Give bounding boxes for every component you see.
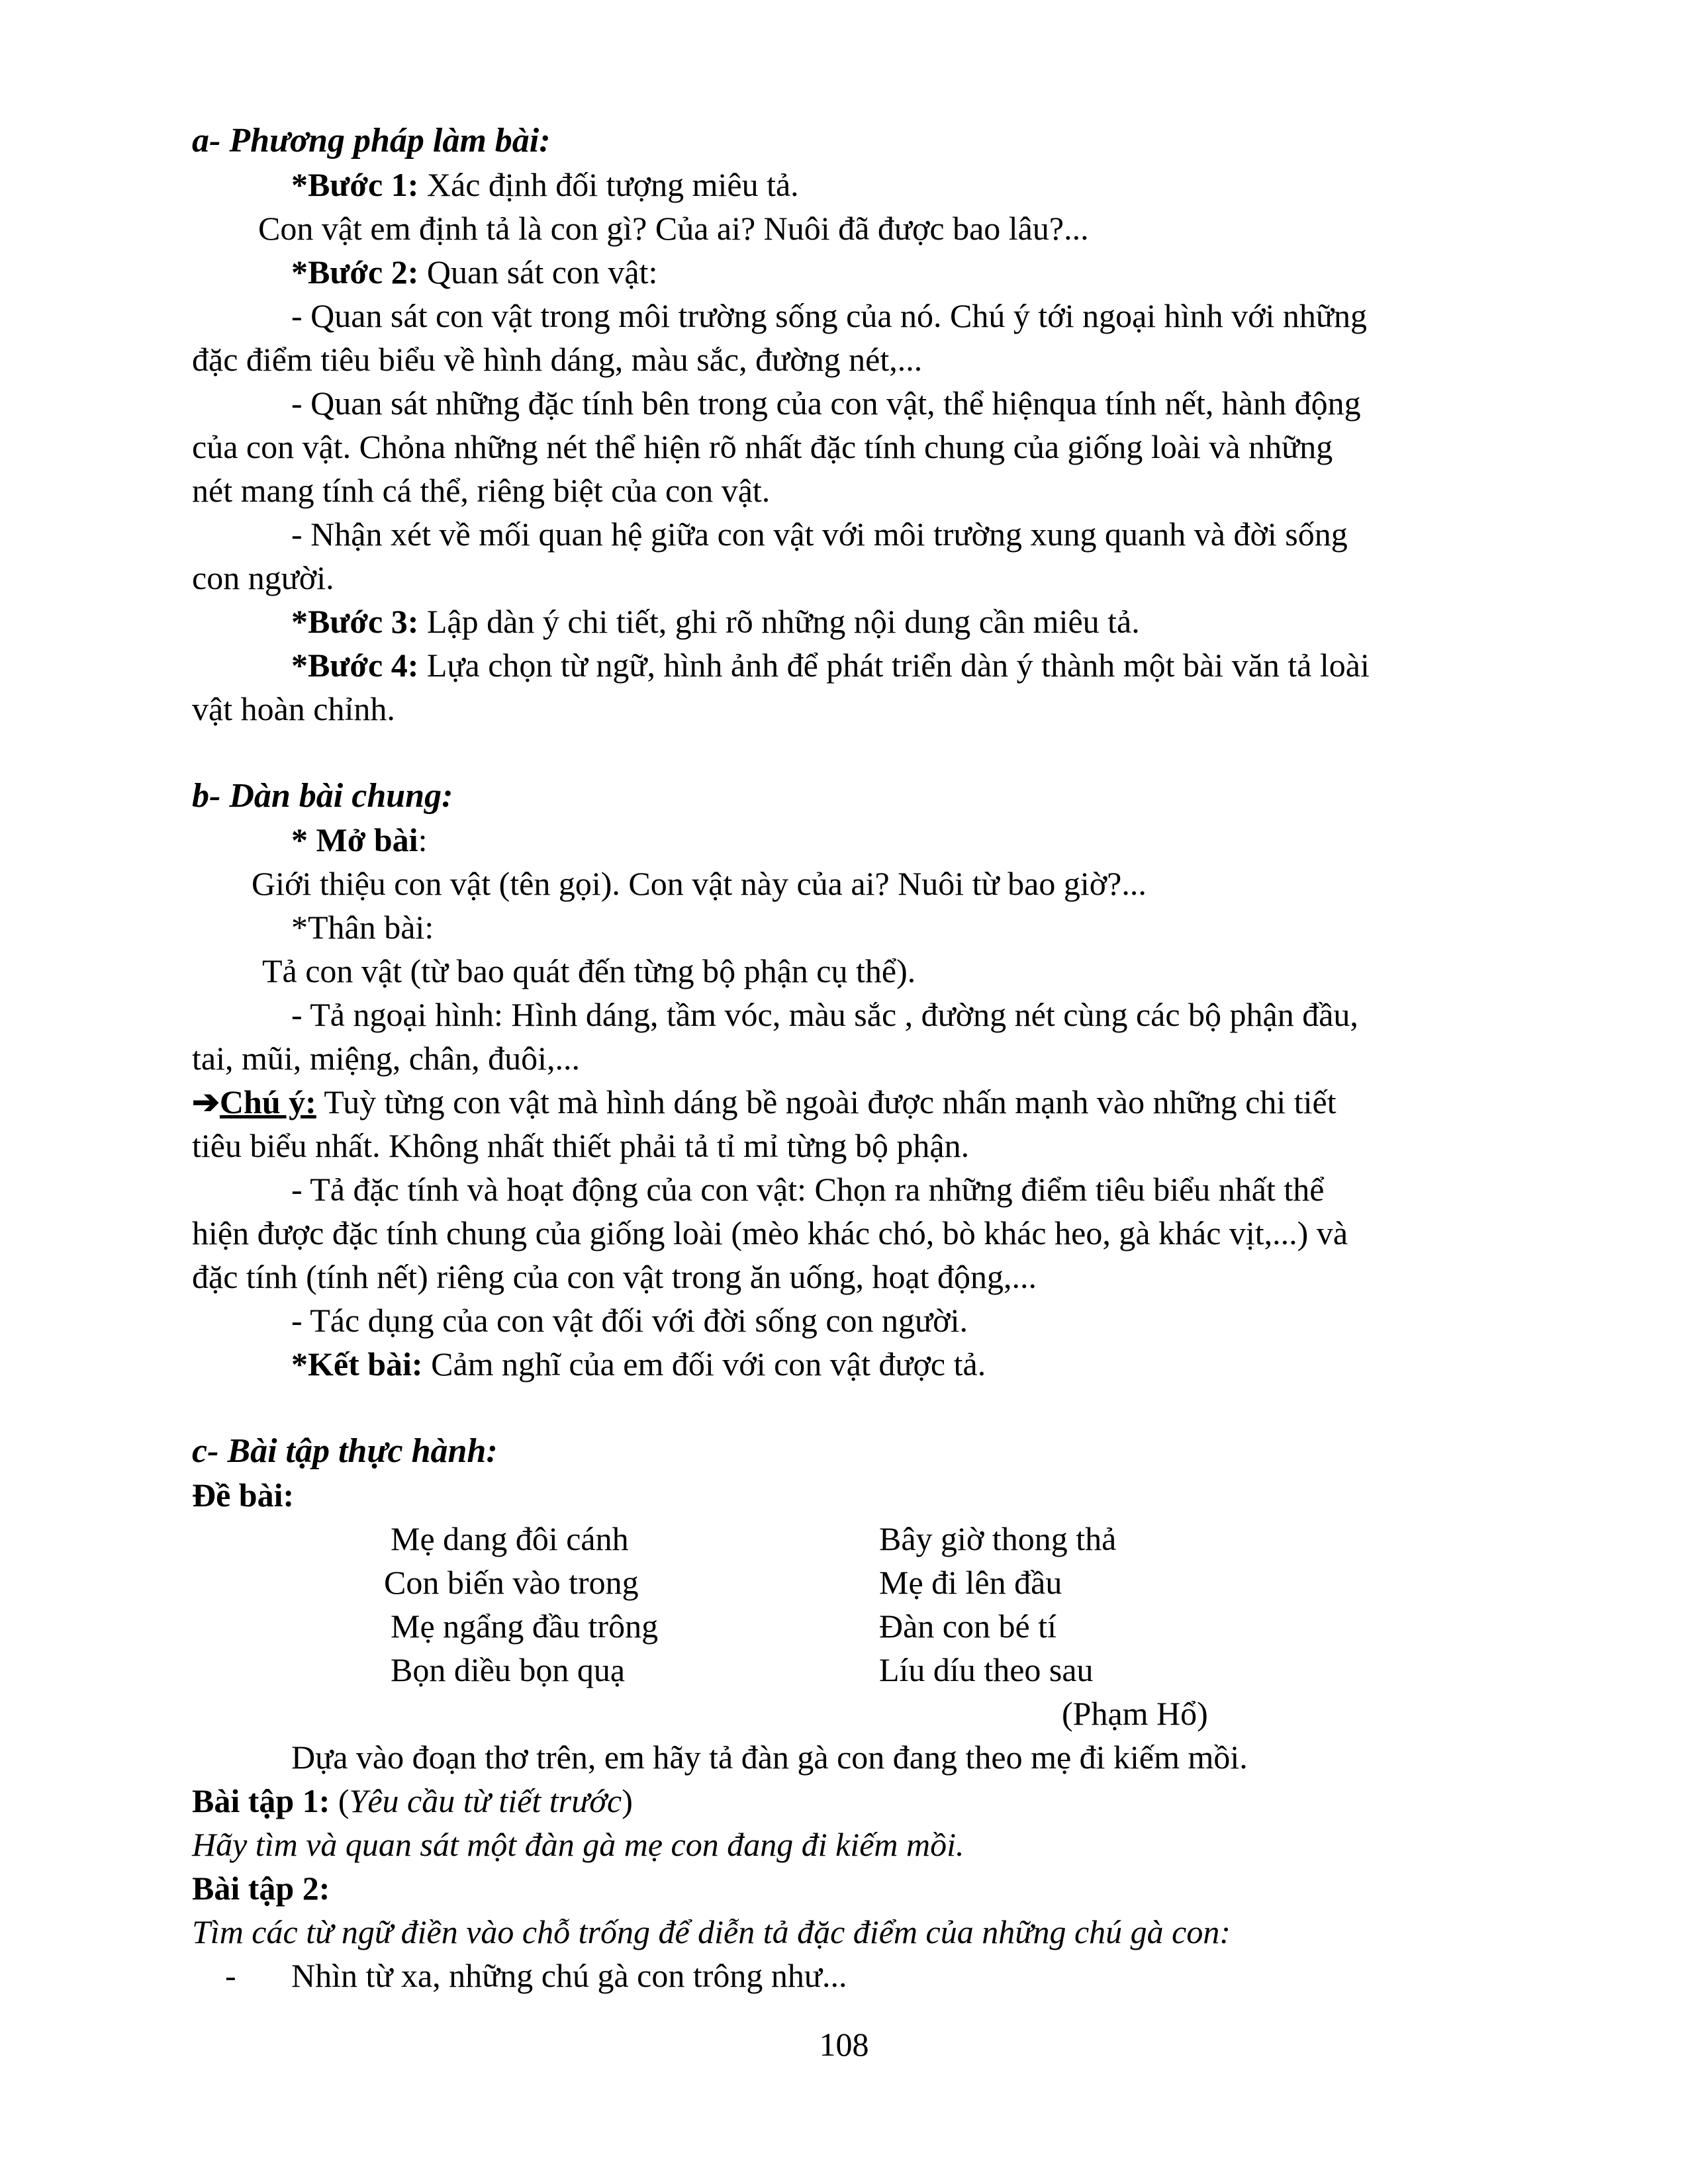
than-bai-text: Tả con vật (từ bao quát đến từng bộ phận cụ thể). [262,952,916,989]
poem-left-line1: Mẹ dang đôi cánh [391,1520,629,1557]
bai-tap-1-text: Hãy tìm và quan sát một đàn gà mẹ con đang đi kiếm mồi. [192,1826,964,1863]
step2-para1-line1: - Quan sát con vật trong môi trường sống của nó. Chú ý tới ngoại hình với những [291,297,1367,334]
step2-para1-line2: đặc điểm tiêu biểu về hình dáng, màu sắc, đường nét,... [192,341,923,378]
exercise-prompt: Dựa vào đoạn thơ trên, em hãy tả đàn gà con đang theo mẹ đi kiếm mồi. [291,1739,1248,1776]
bai-tap-1-label: Bài tập 1: [192,1782,330,1819]
page-number: 108 [819,2026,869,2063]
bai-tap-2-text: Tìm các từ ngữ điền vào chỗ trống để diễn tả đặc điểm của những chú gà con: [192,1913,1231,1950]
ket-bai-label: *Kết bài: [291,1345,423,1383]
poem-right-line1: Bây giờ thong thả [879,1520,1117,1557]
dac-tinh-line2: hiện được đặc tính chung của giống loài (mèo khác chó, bò khác heo, gà khác vịt,...) và [192,1214,1348,1251]
step4-line [291,643,1370,687]
step2-text: Quan sát con vật: [418,253,658,291]
bai-tap-2-item: Nhìn từ xa, những chú gà con trông như... [291,1957,847,1994]
bai-tap-1-note: Yêu cầu từ tiết trước [349,1782,622,1819]
ket-bai-line [291,1342,986,1386]
section-c-heading: c- Bài tập thực hành: [192,1432,498,1470]
dac-tinh-line1: - Tả đặc tính và hoạt động của con vật: Chọn ra những điểm tiêu biểu nhất thể [291,1171,1325,1208]
step2-para2-line3: nét mang tính cá thể, riêng biệt của con vật. [192,472,771,509]
bai-tap-1-paren-close: ) [622,1782,633,1819]
tac-dung-line: - Tác dụng của con vật đối với đời sống con người. [291,1302,968,1339]
poem-left-line4: Bọn diều bọn quạ [391,1651,626,1688]
poem-author: (Phạm Hổ) [1062,1695,1208,1732]
step1-label: *Bước 1: [291,166,419,203]
chu-y-text: Tuỳ từng con vật mà hình dáng bề ngoài được nhấn mạnh vào những chi tiết [316,1083,1336,1120]
chu-y-label: Chú ý: [219,1083,316,1120]
mo-bai-line [291,818,427,862]
poem-right-line2: Mẹ đi lên đầu [879,1564,1062,1601]
step2-line [291,250,657,294]
mo-bai-label: * Mở bài [291,821,418,858]
chu-y-line2: tiêu biểu nhất. Không nhất thiết phải tả tỉ mỉ từng bộ phận. [192,1127,970,1164]
bai-tap-2-label: Bài tập 2: [192,1870,330,1907]
section-b-heading: b- Dàn bài chung: [192,777,453,815]
step2-para2-line2: của con vật. Chỏna những nét thể hiện rõ nhất đặc tính chung của giống loài và những [192,428,1333,465]
than-bai-label: *Thân bài: [291,909,434,946]
mo-bai-colon: : [418,821,428,858]
mo-bai-text: Giới thiệu con vật (tên gọi). Con vật này của ai? Nuôi từ bao giờ?... [252,865,1147,902]
step2-label: *Bước 2: [291,253,419,291]
de-bai-label: Đề bài: [192,1477,295,1514]
section-a-heading: a- Phương pháp làm bài: [192,122,551,159]
step4-label: *Bước 4: [291,647,419,684]
step3-text: Lập dàn ý chi tiết, ghi rõ những nội dung cần miêu tả. [418,603,1140,640]
step1-detail: Con vật em định tả là con gì? Của ai? Nuôi đã được bao lâu?... [258,210,1089,247]
bai-tap-1-paren-open: ( [330,1782,350,1819]
ket-bai-text: Cảm nghĩ của em đối với con vật được tả. [422,1345,986,1383]
step1-text: Xác định đối tượng miêu tả. [418,166,799,203]
chu-y-line1 [192,1080,1336,1124]
ngoai-hinh-line1: - Tả ngoại hình: Hình dáng, tầm vóc, màu sắc , đường nét cùng các bộ phận đầu, [291,996,1358,1033]
step3-label: *Bước 3: [291,603,419,640]
poem-left-line3: Mẹ ngẩng đầu trông [391,1608,659,1645]
step4-text: Lựa chọn từ ngữ, hình ảnh để phát triển dàn ý thành một bài văn tả loài [418,647,1370,684]
poem-right-line4: Líu díu theo sau [879,1651,1094,1688]
bai-tap-2-bullet: - [225,1957,236,1994]
step1-line [291,163,799,206]
step2-para3-line2: con người. [192,559,334,596]
step2-para3-line1: - Nhận xét về mối quan hệ giữa con vật với môi trường xung quanh và đời sống [291,516,1348,553]
dac-tinh-line3: đặc tính (tính nết) riêng của con vật trong ăn uống, hoạt động,... [192,1258,1037,1295]
step2-para2-line1: - Quan sát những đặc tính bên trong của con vật, thể hiệnqua tính nết, hành động [291,385,1361,422]
poem-right-line3: Đàn con bé tí [879,1608,1056,1645]
poem-left-line2: Con biến vào trong [384,1564,639,1601]
bai-tap-1-line [192,1779,633,1823]
arrow-right-icon: ➔ [192,1083,220,1120]
ngoai-hinh-line2: tai, mũi, miệng, chân, đuôi,... [192,1040,581,1077]
step4-line2: vật hoàn chỉnh. [192,690,395,727]
step3-line [291,600,1140,643]
